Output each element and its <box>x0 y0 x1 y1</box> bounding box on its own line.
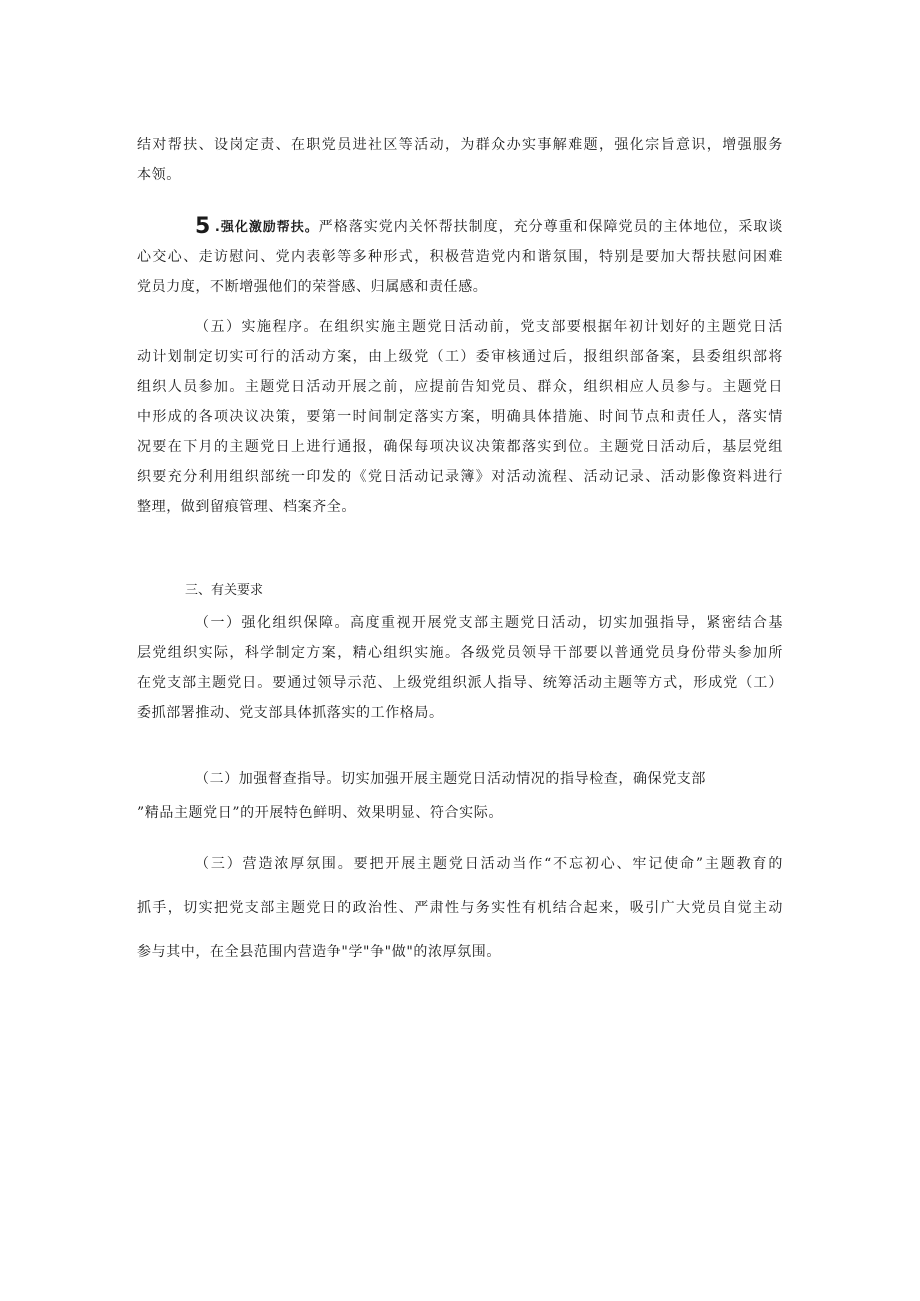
text-line: 在党支部主题党日。要通过领导示范、上级党组织派人指导、统筹活动主题等方式，形成党（工） <box>137 675 783 691</box>
section-heading: 三、有关要求 <box>185 583 264 598</box>
paragraph-item-5 <box>137 212 783 302</box>
text-line: 党员力度，不断增强他们的荣誉感、归属感和责任感。 <box>137 279 488 295</box>
text-line: （五）实施程序。在组织实施主题党日活动前，党支部要根据年初计划好的主题党日活 <box>195 319 783 335</box>
text-line: 本领。 <box>137 167 181 183</box>
text-line: 动计划制定切实可行的活动方案，由上级党（工）委审核通过后，报组织部备案，县委组织部将 <box>137 349 783 365</box>
text-line: 心交心、走访慰问、党内表彰等多种形式，积极营造党内和谐氛围，特别是要加大帮扶慰问困难 <box>137 249 783 265</box>
text-line: 中形成的各项决议决策，要第一时间制定落实方案，明确具体措施、时间节点和责任人，落实情 <box>137 409 783 425</box>
paragraph-atmosphere <box>137 842 783 974</box>
text-line: 层党组织实际，科学制定方案，精心组织实施。各级党员领导干部要以普通党员身份带头参加所 <box>137 645 783 661</box>
text-line: 抓手，切实把党支部主题党日的政治性、严肃性与务实性有机结合起来，吸引广大党员自觉主动 <box>137 900 783 916</box>
text-line: （一）强化组织保障。高度重视开展党支部主题党日活动，切实加强指导，紧密结合基 <box>195 615 783 631</box>
text-line: （三）营造浓厚氛围。要把开展主题党日活动当作“不忘初心、牢记使命”主题教育的 <box>195 856 783 872</box>
item-lead: .强化激励帮扶。 <box>214 220 319 235</box>
paragraph-implementation <box>137 312 783 522</box>
text-line: 委抓部署推动、党支部具体抓落实的工作格局。 <box>137 705 444 721</box>
text-line: 织要充分利用组织部统一印发的《党日活动记录簿》对活动流程、活动记录、活动影像资料进行 <box>137 469 783 485</box>
item-number: 5 <box>195 214 211 239</box>
paragraph-service <box>137 130 783 190</box>
text-line <box>137 212 783 242</box>
paragraph-supervision <box>137 762 783 830</box>
text-line: （二）加强督查指导。切实加强开展主题党日活动情况的指导检查，确保党支部 <box>195 771 706 787</box>
text-line: 结对帮扶、设岗定责、在职党员进社区等活动，为群众办实事解难题，强化宗旨意识，增强服务 <box>137 137 783 153</box>
text-line: 况要在下月的主题党日上进行通报，确保每项决议决策都落实到位。主题党日活动后，基层党组 <box>137 439 783 455</box>
text-line: 组织人员参加。主题党日活动开展之前，应提前告知党员、群众，组织相应人员参与。主题党日 <box>137 379 783 395</box>
text-line: ”精品主题党日”的开展特色鲜明、效果明显、符合实际。 <box>137 805 503 821</box>
paragraph-organization <box>137 608 783 728</box>
item-text: 严格落实党内关怀帮扶制度，充分尊重和保障党员的主体地位，采取谈 <box>318 219 783 235</box>
text-line: 整理，做到留痕管理、档案齐全。 <box>137 499 356 515</box>
text-line: 参与其中，在全县范围内营造争"学"争"做"的浓厚氛围。 <box>137 944 501 960</box>
